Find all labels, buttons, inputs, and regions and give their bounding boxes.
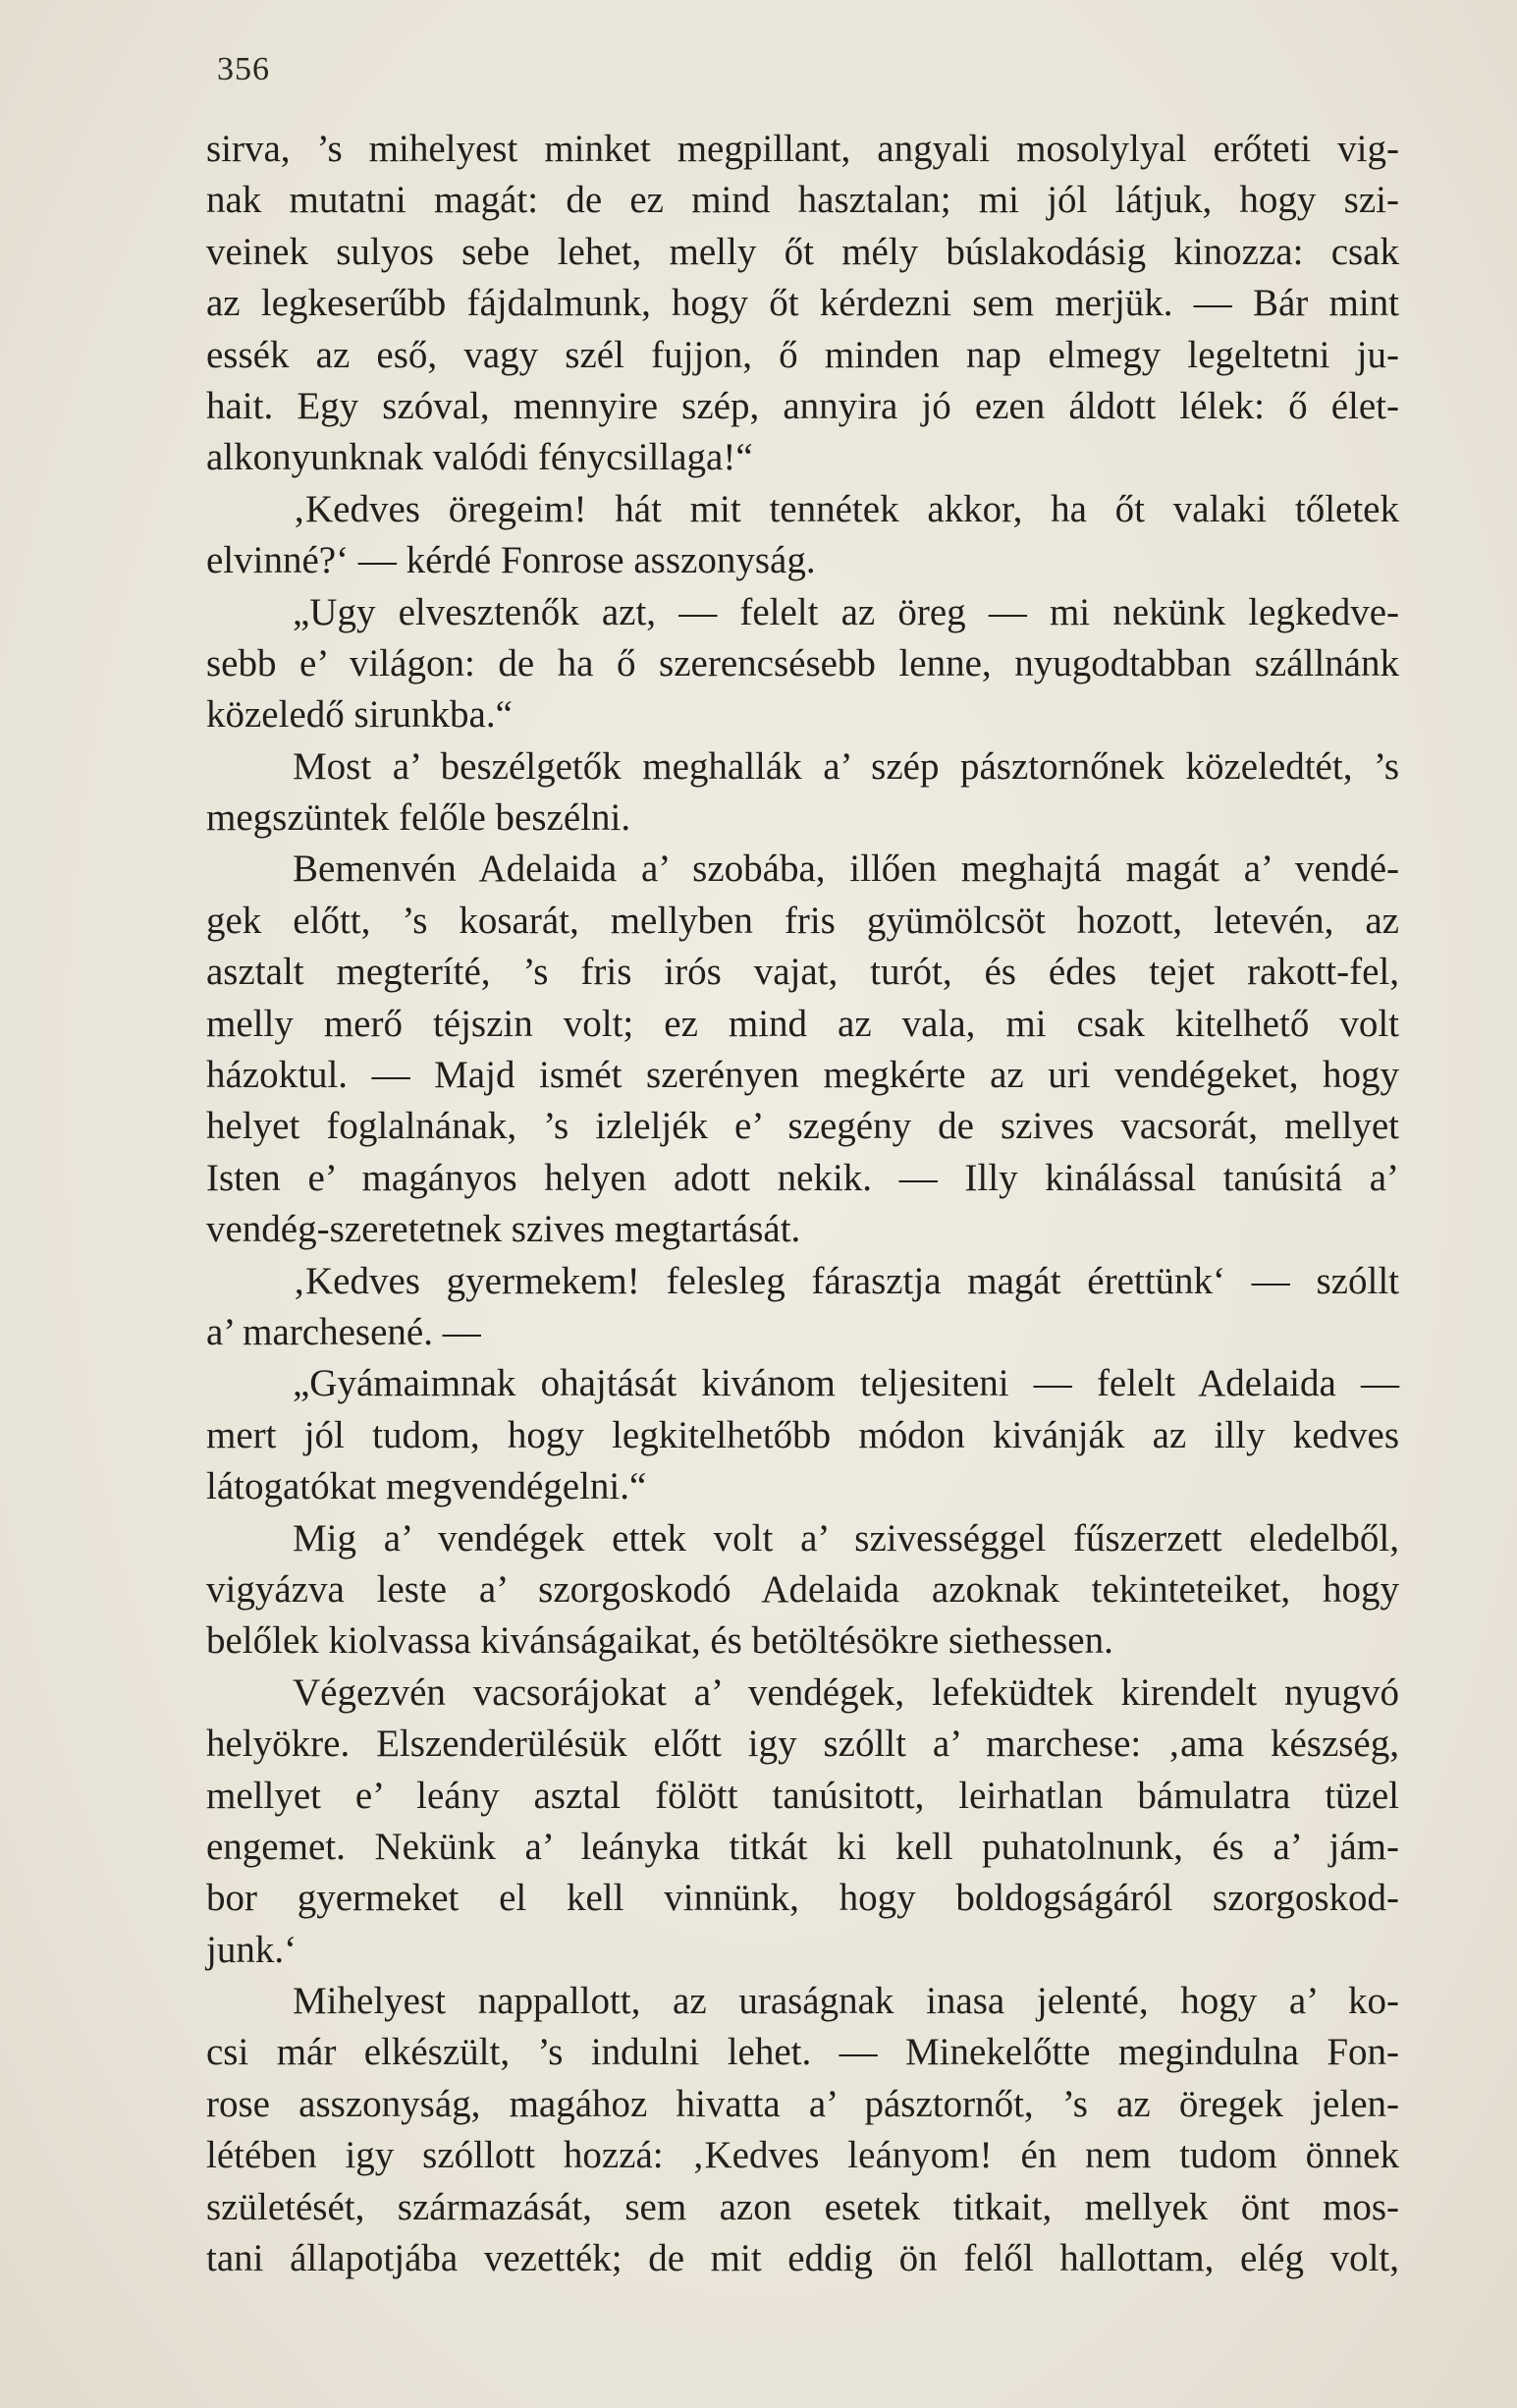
text-line: sebb e’ világon: de ha ő szerencsésebb lenne, nyugodtabban szállnánk [206,641,1399,684]
text-line: ‚Kedves öregeim! hát mit tennétek akkor, ha őt valaki tőletek [293,487,1399,530]
text-line: létében igy szóllott hozzá: ‚Kedves leányom! én nem tudom önnek [206,2134,1399,2177]
text-line: elvinné?‘ — kérdé Fonrose asszonyság. [206,539,816,582]
text-line: vendég-szeretetnek szives megtartását. [206,1208,801,1251]
text-line: gek előtt, ’s kosarát, mellyben fris gyümölcsöt hozott, letevén, az [206,899,1399,942]
text-line: ‚Kedves gyermekem! felesleg fárasztja magát érettünk‘ — szóllt [293,1259,1399,1302]
text-line: Mihelyest nappallott, az uraságnak inasa jelenté, hogy a’ ko- [293,1980,1399,2023]
text-line: helyet foglalnának, ’s izleljék e’ szegény de szives vacsorát, mellyet [206,1105,1399,1148]
text-line: sirva, ’s mihelyest minket megpillant, angyali mosolylyal erőteti vig- [206,128,1399,170]
text-line: belőlek kiolvassa kivánságaikat, és betöltésökre siethessen. [206,1619,1113,1663]
text-line: csi már elkészült, ’s indulni lehet. — Minekelőtte megindulna Fon- [206,2031,1399,2074]
text-line: közeledő sirunkba.“ [206,693,513,737]
text-line: „Ugy elvesztenők azt, — felelt az öreg — mi nekünk legkedve- [293,590,1399,633]
text-line: megszüntek felőle beszélni. [206,796,631,840]
text-line: helyökre. Elszenderülésük előtt igy szóllt a’ marchese: ‚ama készség, [206,1723,1399,1766]
text-line: házoktul. — Majd ismét szerényen megkérte az uri vendégeket, hogy [206,1054,1399,1097]
text-line: bor gyermeket el kell vinnünk, hogy boldogságáról szorgoskod- [206,1877,1399,1920]
text-line: vigyázva leste a’ szorgoskodó Adelaida azoknak tekinteteiket, hogy [206,1567,1399,1611]
text-line: Most a’ beszélgetők meghallák a’ szép pásztornőnek közeledtét, ’s [293,744,1399,788]
body-text [206,124,1399,2284]
text-line: mellyet e’ leány asztal fölött tanúsitott, leirhatlan bámulatra tüzel [206,1774,1399,1817]
text-line: látogatókat megvendégelni.“ [206,1465,647,1508]
text-line: hait. Egy szóval, mennyire szép, annyira jó ezen áldott lélek: ő élet- [206,384,1399,427]
text-line: Mig a’ vendégek ettek volt a’ szivességgel fűszerzett eledelből, [293,1516,1399,1560]
text-line: alkonyunknak valódi fénycsillaga!“ [206,436,753,479]
text-line: Bemenvén Adelaida a’ szobába, illően meghajtá magát a’ vendé- [293,848,1399,891]
text-line: születését, származását, sem azon esetek titkait, mellyek önt mos- [206,2185,1399,2228]
text-line: rose asszonyság, magához hivatta a’ pásztornőt, ’s az öregek jelen- [206,2082,1399,2125]
text-line: Végezvén vacsorájokat a’ vendégek, lefeküdtek kirendelt nyugvó [293,1670,1399,1714]
page-number: 356 [217,51,270,87]
text-line: veinek sulyos sebe lehet, melly őt mély búslakodásig kinozza: csak [206,230,1399,273]
text-line: Isten e’ magányos helyen adott nekik. — Illy kinálással tanúsitá a’ [206,1156,1399,1199]
text-line: a’ marchesené. — [206,1310,481,1353]
text-line: asztalt megteríté, ’s fris irós vajat, turót, és édes tejet rakott-fel, [206,951,1399,994]
text-line: az legkeserűbb fájdalmunk, hogy őt kérdezni sem merjük. — Bár mint [206,282,1399,325]
text-line: melly merő téjszin volt; ez mind az vala, mi csak kitelhető volt [206,1002,1399,1045]
text-line: essék az eső, vagy szél fujjon, ő minden nap elmegy legeltetni ju- [206,333,1399,376]
text-line: nak mutatni magát: de ez mind hasztalan; mi jól látjuk, hogy szi- [206,179,1399,222]
text-line: engemet. Nekünk a’ leányka titkát ki kell puhatolnunk, és a’ jám- [206,1825,1399,1868]
text-line: „Gyámaimnak ohajtását kivánom teljesiteni — felelt Adelaida — [293,1362,1399,1405]
text-line: junk.‘ [206,1928,298,1971]
text-line: mert jól tudom, hogy legkitelhetőbb módon kivánják az illy kedves [206,1413,1399,1456]
text-line: tani állapotjába vezették; de mit eddig ön felől hallottam, elég volt, [206,2237,1399,2280]
